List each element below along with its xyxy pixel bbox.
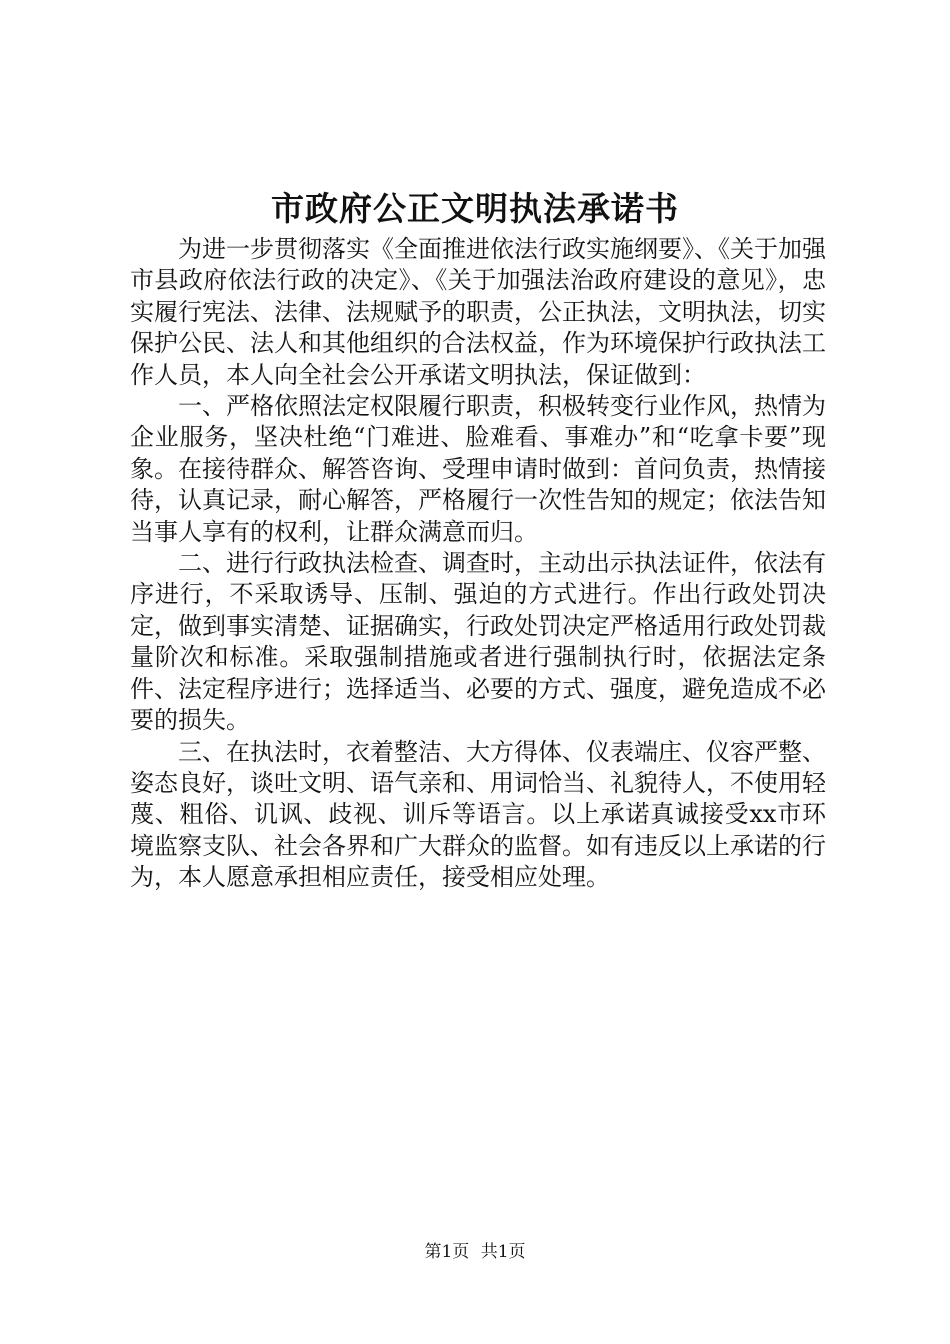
paragraph-item-2: 二、进行行政执法检查、调查时，主动出示执法证件，依法有序进行，不采取诱导、压制、强迫的方式进行。作出行政处罚决定，做到事实清楚、证据确实，行政处罚决定严格适用行政处罚裁量阶次和标准。采取强制措施或者进行强制执行时，依据法定条件、法定程序进行；选择适当、必要的方式、强度，避免造成不必要的损失。 xyxy=(130,549,826,735)
page-title: 市政府公正文明执法承诺书 xyxy=(271,189,679,228)
paragraph-item-3: 三、在执法时，衣着整洁、大方得体、仪表端庄、仪容严整、姿态良好，谈吐文明、语气亲和、用词恰当、礼貌待人，不使用轻蔑、粗俗、讥讽、歧视、训斥等语言。以上承诺真诚接受xx市环境监察支队、社会各界和广大群众的监督。如有违反以上承诺的行为，本人愿意承担相应责任，接受相应处理。 xyxy=(130,737,826,892)
page-number: 第1页 xyxy=(424,1242,470,1262)
paragraph-intro: 为进一步贯彻落实《全面推进依法行政实施纲要》、《关于加强市县政府依法行政的决定》、《关于加强法治政府建设的意见》，忠实履行宪法、法律、法规赋予的职责，公正执法，文明执法，切实保护公民、法人和其他组织的合法权益，作为环境保护行政执法工作人员，本人向全社会公开承诺文明执法，保证做到： xyxy=(130,235,826,389)
paragraph-item-1: 一、严格依照法定权限履行职责，积极转变行业作风，热情为企业服务，坚决杜绝“门难进、脸难看、事难办”和“吃拿卡要”现象。在接待群众、解答咨询、受理申请时做到：首问负责，热情接待，认真记录，耐心解答，严格履行一次性告知的规定；依法告知当事人享有的权利，让群众满意而归。 xyxy=(130,392,826,546)
page-footer xyxy=(0,1240,950,1264)
page-total: 共1页 xyxy=(480,1242,526,1262)
document-body xyxy=(130,234,826,894)
